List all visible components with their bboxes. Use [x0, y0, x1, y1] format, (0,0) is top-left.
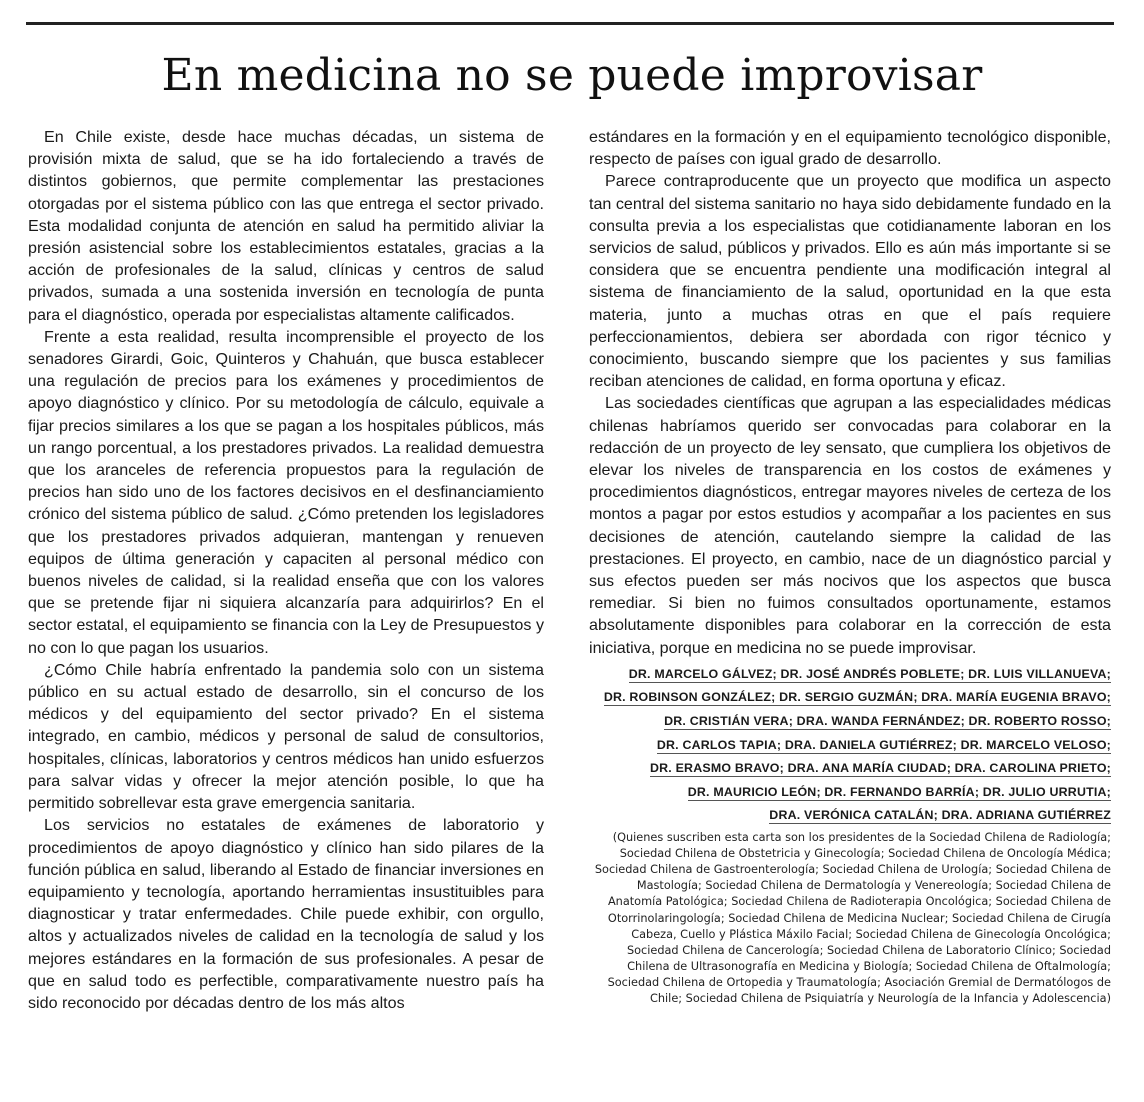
paragraph-continuation: estándares en la formación y en el equipamiento tecnológico disponible, respecto de países con igual grado de desarrollo. — [589, 128, 1111, 169]
signature-line — [589, 781, 1111, 805]
paragraph: Las sociedades científicas que agrupan a las especialidades médicas chilenas habríamos querido ser convocadas para colaborar en la redacción de un proyecto de ley sensato, que cumpliera los objetivos de elevar los niveles de transparencia en los costos de exámenes y procedimientos diagnósticos, entregar mayores niveles de certeza de los montos a pagar por estos estudios y acompañar a los pacientes en sus decisiones de atención, cautelando siempre la calidad de las prestaciones. El proyecto, en cambio, nace de un diagnóstico parcial y sus efectos pueden ser más nocivos que los aspectos que busca remediar. Si bien no fuimos consultados oportunamente, estamos absolutamente disponibles para colaborar en la corrección de esta iniciativa, porque en medicina no se puede improvisar. — [589, 394, 1111, 657]
headline: En medicina no se puede improvisar — [161, 50, 983, 101]
signature-line — [589, 686, 1111, 710]
paragraph: ¿Cómo Chile habría enfrentado la pandemia solo con un sistema público en su actual estado de desarrollo, sin el concurso de los médicos y del equipamiento del sector privado? En el sistema integrado, en cambio, médicos y personal de salud de consultorios, hospitales, clínicas, laboratorios y centros médicos han unido esfuerzos para salvar vidas y ofrecer la mejor atención posible, lo que ha permitido sobrellevar esta grave emergencia sanitaria. — [28, 660, 544, 813]
signature-text: DR. ERASMO BRAVO; DRA. ANA MARÍA CIUDAD; DRA. CAROLINA PRIETO; — [650, 761, 1111, 776]
top-rule — [26, 22, 1114, 25]
signature-line — [589, 757, 1111, 781]
paragraph: Parece contraproducente que un proyecto que modifica un aspecto tan central del sistema sanitario no haya sido debidamente fundado en la consulta previa a los especialistas que cotidianamente laboran en los servicios de salud, públicos y privados. Ello es aún más importante si se considera que se encuentra pendiente una modificación integral al sistema de financiamiento de la salud, oportunidad en la que esta materia, junto a muchas otras en que el país requiere perfeccionamientos, debiera ser abordada con rigor técnico y conocimiento, buscando siempre que los pacientes y sus familias reciban atenciones de calidad, en forma oportuna y eficaz. — [589, 172, 1111, 391]
signature-line — [589, 710, 1111, 734]
paragraph: Los servicios no estatales de exámenes de laboratorio y procedimientos de apoyo diagnóstico y clínico han sido pilares de la función pública en salud, liberando al Estado de financiar inversiones en equipamiento y tecnología, aportando herramientas insustituibles para diagnosticar y tratar enfermedades. Chile puede exhibir, con orgullo, altos y actualizados niveles de calidad en la tecnología de salud y los mejores estándares en la formación de sus profesionales. A pesar de que en salud todo es perfectible, comparativamente nuestro país ha sido reconocido por décadas dentro de los más altos — [28, 816, 544, 1012]
signature-text: DR. MARCELO GÁLVEZ; DR. JOSÉ ANDRÉS POBLETE; DR. LUIS VILLANUEVA; — [628, 666, 1111, 681]
signatures — [589, 663, 1111, 828]
signature-line — [589, 804, 1111, 828]
signature-text: DR. CRISTIÁN VERA; DRA. WANDA FERNÁNDEZ; DR. ROBERTO ROSSO; — [664, 714, 1111, 729]
paragraph: En Chile existe, desde hace muchas décadas, un sistema de provisión mixta de salud, que se ha ido fortaleciendo a través de distintos gobiernos, que permite complementar las prestaciones otorgadas por el sistema público con las que entrega el sector privado. Esta modalidad conjunta de atención en salud ha permitido aliviar la presión asistencial sobre los establecimientos estatales, gracias a la acción de profesionales de la salud, clínicas y centros de salud privados, sumada a una sostenida inversión en tecnología de punta para el diagnóstico, operada por especialistas altamente calificados. — [28, 128, 544, 324]
signature-text: DR. CARLOS TAPIA; DRA. DANIELA GUTIÉRREZ; DR. MARCELO VELOSO; — [656, 737, 1111, 752]
signature-text: DRA. VERÓNICA CATALÁN; DRA. ADRIANA GUTIÉRREZ — [769, 808, 1111, 823]
left-column — [28, 126, 544, 1014]
paragraph: Frente a esta realidad, resulta incomprensible el proyecto de los senadores Girardi, Goic, Quinteros y Chahuán, que busca establecer una regulación de precios para los exámenes y procedimientos de apoyo diagnóstico y clínico. Por su metodología de cálculo, equivale a fijar precios similares a los que se pagan a los hospitales públicos, más un rango porcentual, a los prestadores privados. La realidad demuestra que los aranceles de referencia propuestos para la regulación de precios han sido uno de los factores decisivos en el desfinanciamiento crónico del sistema público de salud. ¿Cómo pretenden los legisladores que los prestadores privados adquieran, mantengan y renueven equipos de última generación y capaciten al personal médico con buenos niveles de calidad, si la realidad enseña que con los valores que se pretende fijar ni siquiera alcanzaría para adquirirlos? En el sector estatal, el equipamiento se financia con la Ley de Presupuestos y no con lo que pagan los usuarios. — [28, 327, 544, 657]
signatories-note: (Quienes suscriben esta carta son los presidentes de la Sociedad Chilena de Radiología; Sociedad Chilena de Obstetricia y Ginecología; Sociedad Chilena de Oncología Médica; Sociedad Chilena de Gastroenterología; Sociedad Chilena de Urología; Sociedad Chilena de Mastología; Sociedad Chilena de Dermatología y Venereología; Sociedad Chilena de Anatomía Patológica; Sociedad Chilena de Radioterapia Oncológica; Sociedad Chilena de Otorrinolaringología; Sociedad Chilena de Medicina Nuclear; Sociedad Chilena de Cirugía Cabeza, Cuello y Plástica Máxilo Facial; Sociedad Chilena de Ginecología Oncológica; Sociedad Chilena de Cancerología; Sociedad Chilena de Laboratorio Clínico; Sociedad Chilena de Ultrasonografía en Medicina y Biología; Sociedad Chilena de Oftalmología; Sociedad Chilena de Ortopedia y Traumatología; Asociación Gremial de Dermatólogos de Chile; Sociedad Chilena de Psiquiatría y Neurología de la Infancia y Adolescencia) — [594, 831, 1111, 1005]
signature-line — [589, 663, 1111, 687]
signature-text: DR. ROBINSON GONZÁLEZ; DR. SERGIO GUZMÁN; DRA. MARÍA EUGENIA BRAVO; — [603, 690, 1111, 705]
signature-line — [589, 734, 1111, 758]
right-column — [589, 126, 1111, 1007]
signature-text: DR. MAURICIO LEÓN; DR. FERNANDO BARRÍA; DR. JULIO URRUTIA; — [687, 784, 1111, 799]
